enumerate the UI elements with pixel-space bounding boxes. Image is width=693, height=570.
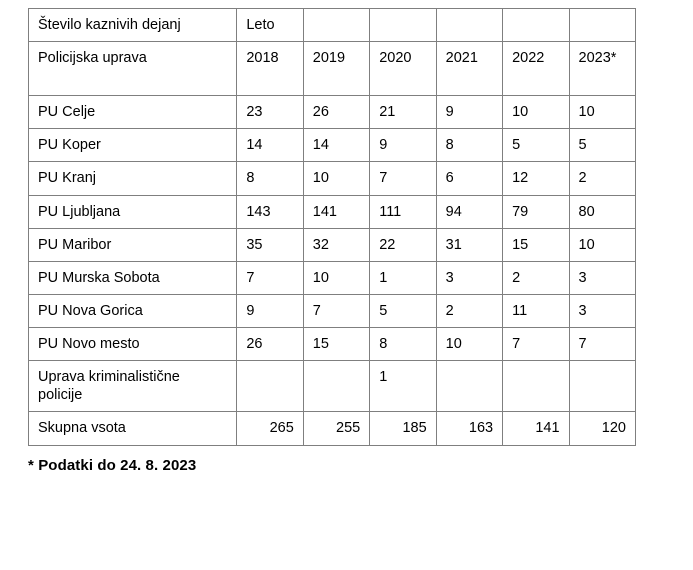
row-value: 14: [303, 129, 369, 162]
row-value: 111: [370, 195, 436, 228]
column-header-year-2022: [503, 42, 569, 96]
row-value: 7: [237, 261, 303, 294]
header-empty-cell: [569, 9, 635, 42]
row-value: 10: [569, 228, 635, 261]
total-label: Skupna vsota: [29, 412, 237, 445]
year-2020-text: 2020: [379, 50, 412, 67]
row-value: 9: [237, 294, 303, 327]
row-value: 8: [370, 328, 436, 361]
table-row: [29, 228, 636, 261]
table-row: [29, 328, 636, 361]
row-value: 21: [370, 96, 436, 129]
year-2022-text: 2022: [512, 50, 545, 67]
row-label: PU Kranj: [29, 162, 237, 195]
total-value: 163: [436, 412, 502, 445]
column-header-year-2021: [436, 42, 502, 96]
header-empty-cell: [370, 9, 436, 42]
row-value: [436, 361, 502, 412]
column-header-year-2020: [370, 42, 436, 96]
header-empty-cell: [436, 9, 502, 42]
row-value: [303, 361, 369, 412]
total-value: 120: [569, 412, 635, 445]
row-value: 15: [503, 228, 569, 261]
row-value: 31: [436, 228, 502, 261]
table-row: [29, 361, 636, 412]
table-header-row-years: [29, 42, 636, 96]
row-value: 10: [436, 328, 502, 361]
row-value: 2: [503, 261, 569, 294]
table-title-cell: Število kaznivih dejanj: [29, 9, 237, 42]
table-total-row: [29, 412, 636, 445]
row-value: [237, 361, 303, 412]
header-empty-cell: [303, 9, 369, 42]
row-value: 26: [303, 96, 369, 129]
row-value: 3: [436, 261, 502, 294]
row-value: 6: [436, 162, 502, 195]
header-empty-cell: [503, 9, 569, 42]
year-2018-text: 2018: [246, 50, 279, 67]
row-value: 3: [569, 294, 635, 327]
row-label: Uprava kriminalistične policije: [29, 361, 237, 412]
row-value: 5: [569, 129, 635, 162]
row-value: 7: [303, 294, 369, 327]
row-value: 7: [569, 328, 635, 361]
year-2021-text: 2021: [445, 50, 478, 67]
row-value: 5: [503, 129, 569, 162]
row-value: 8: [237, 162, 303, 195]
row-value: 5: [370, 294, 436, 327]
row-label: PU Novo mesto: [29, 328, 237, 361]
row-value: 7: [370, 162, 436, 195]
row-value: 9: [370, 129, 436, 162]
row-value: 26: [237, 328, 303, 361]
row-value: 10: [303, 162, 369, 195]
row-value: 2: [436, 294, 502, 327]
total-value: 255: [303, 412, 369, 445]
row-value: 143: [237, 195, 303, 228]
row-label: PU Maribor: [29, 228, 237, 261]
table-row: [29, 294, 636, 327]
row-value: 12: [503, 162, 569, 195]
row-value: 141: [303, 195, 369, 228]
year-group-label-cell: Leto: [237, 9, 303, 42]
row-label: PU Nova Gorica: [29, 294, 237, 327]
table-row: [29, 162, 636, 195]
statistics-table: [28, 8, 636, 446]
row-value: [503, 361, 569, 412]
row-label: PU Koper: [29, 129, 237, 162]
table-row: [29, 129, 636, 162]
total-value: 185: [370, 412, 436, 445]
table-footnote: * Podatki do 24. 8. 2023: [28, 456, 197, 474]
row-value: 10: [503, 96, 569, 129]
row-value: 22: [370, 228, 436, 261]
row-value: [569, 361, 635, 412]
column-header-year-2023: [569, 42, 635, 96]
row-label: PU Celje: [29, 96, 237, 129]
row-value: 14: [237, 129, 303, 162]
row-value: 35: [237, 228, 303, 261]
row-label: PU Ljubljana: [29, 195, 237, 228]
table-row: [29, 96, 636, 129]
row-value: 80: [569, 195, 635, 228]
row-value: 1: [370, 261, 436, 294]
column-header-policijska-uprava: Policijska uprava: [29, 42, 237, 96]
row-value: 32: [303, 228, 369, 261]
row-value: 3: [569, 261, 635, 294]
row-value: 15: [303, 328, 369, 361]
row-value: 8: [436, 129, 502, 162]
row-value: 10: [303, 261, 369, 294]
row-value: 10: [569, 96, 635, 129]
column-header-year-2018: [237, 42, 303, 96]
row-value: 1: [370, 361, 436, 412]
year-2023-text: 2023*: [578, 50, 617, 67]
year-2019-text: 2019: [312, 50, 346, 67]
total-value: 265: [237, 412, 303, 445]
row-value: 7: [503, 328, 569, 361]
column-header-year-2019: [303, 42, 369, 96]
row-value: 9: [436, 96, 502, 129]
row-value: 79: [503, 195, 569, 228]
row-label: PU Murska Sobota: [29, 261, 237, 294]
total-value: 141: [503, 412, 569, 445]
table-row: [29, 261, 636, 294]
row-value: 11: [503, 294, 569, 327]
row-value: 23: [237, 96, 303, 129]
row-value: 2: [569, 162, 635, 195]
row-value: 94: [436, 195, 502, 228]
table-header-row-title: [29, 9, 636, 42]
table-row: [29, 195, 636, 228]
